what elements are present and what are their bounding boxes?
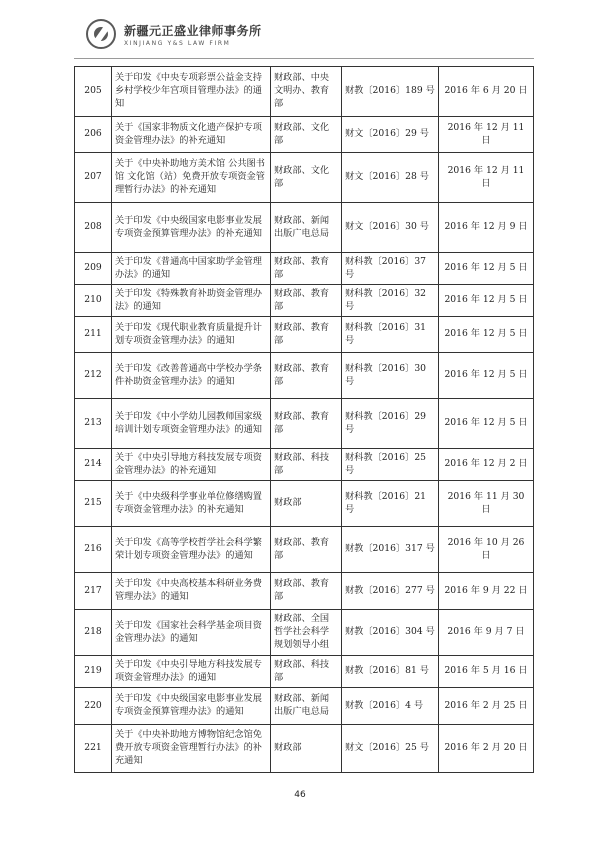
issue-date: 2016 年 12 月 5 日 <box>439 253 534 285</box>
brand <box>124 22 262 47</box>
table-row <box>75 725 534 773</box>
table-row <box>75 285 534 317</box>
issuing-department: 财政部 <box>271 725 342 773</box>
table-row <box>75 481 534 527</box>
document-number: 财科教〔2016〕25 号 <box>342 449 439 481</box>
document-title: 关于印发《特殊教育补助资金管理办法》的通知 <box>112 285 271 317</box>
document-title: 关于《中央级科学事业单位修缮购置专项资金管理办法》的补充通知 <box>112 481 271 527</box>
page-header <box>86 14 262 54</box>
issuing-department: 财政部、中央文明办、教育部 <box>271 67 342 117</box>
document-title: 关于《中央补助地方博物馆纪念馆免费开放专项资金管理暂行办法》的补充通知 <box>112 725 271 773</box>
issue-date: 2016 年 12 月 2 日 <box>439 449 534 481</box>
table-row <box>75 117 534 153</box>
row-number: 209 <box>75 253 112 285</box>
document-number: 财科教〔2016〕29 号 <box>342 399 439 449</box>
table-row <box>75 449 534 481</box>
issuing-department: 财政部、文化部 <box>271 153 342 203</box>
issuing-department: 财政部、教育部 <box>271 573 342 610</box>
document-title: 关于《中央补助地方美术馆 公共图书馆 文化馆（站）免费开放专项资金管理暂行办法》的补充通知 <box>112 153 271 203</box>
issue-date: 2016 年 12 月 5 日 <box>439 317 534 353</box>
document-number: 财科教〔2016〕21 号 <box>342 481 439 527</box>
issuing-department: 财政部、教育部 <box>271 353 342 399</box>
document-number: 财科教〔2016〕37 号 <box>342 253 439 285</box>
row-number: 220 <box>75 688 112 725</box>
issue-date: 2016 年 12 月 11 日 <box>439 117 534 153</box>
issuing-department: 财政部、全国哲学社会科学规划领导小组 <box>271 610 342 656</box>
row-number: 210 <box>75 285 112 317</box>
documents-table <box>74 66 534 773</box>
row-number: 217 <box>75 573 112 610</box>
issuing-department: 财政部、新闻出版广电总局 <box>271 203 342 253</box>
issue-date: 2016 年 12 月 9 日 <box>439 203 534 253</box>
row-number: 221 <box>75 725 112 773</box>
document-title: 关于印发《现代职业教育质量提升计划专项资金管理办法》的通知 <box>112 317 271 353</box>
table-row <box>75 253 534 285</box>
document-number: 财教〔2016〕189 号 <box>342 67 439 117</box>
row-number: 214 <box>75 449 112 481</box>
row-number: 205 <box>75 67 112 117</box>
issue-date: 2016 年 12 月 11 日 <box>439 153 534 203</box>
issuing-department: 财政部、教育部 <box>271 253 342 285</box>
row-number: 213 <box>75 399 112 449</box>
document-title: 关于印发《中央高校基本科研业务费管理办法》的通知 <box>112 573 271 610</box>
issue-date: 2016 年 2 月 20 日 <box>439 725 534 773</box>
table-row <box>75 527 534 573</box>
document-number: 财文〔2016〕30 号 <box>342 203 439 253</box>
issuing-department: 财政部 <box>271 481 342 527</box>
document-title: 关于印发《中央级国家电影事业发展专项资金预算管理办法》的通知 <box>112 688 271 725</box>
row-number: 208 <box>75 203 112 253</box>
document-number: 财科教〔2016〕32 号 <box>342 285 439 317</box>
table-row <box>75 656 534 688</box>
issuing-department: 财政部、科技部 <box>271 656 342 688</box>
issuing-department: 财政部、教育部 <box>271 285 342 317</box>
document-title: 关于印发《普通高中国家助学金管理办法》的通知 <box>112 253 271 285</box>
document-number: 财文〔2016〕29 号 <box>342 117 439 153</box>
document-title: 关于《国家非物质文化遗产保护专项资金管理办法》的补充通知 <box>112 117 271 153</box>
document-title: 关于印发《中央引导地方科技发展专项资金管理办法》的通知 <box>112 656 271 688</box>
document-number: 财教〔2016〕277 号 <box>342 573 439 610</box>
table-row <box>75 67 534 117</box>
row-number: 215 <box>75 481 112 527</box>
document-number: 财教〔2016〕317 号 <box>342 527 439 573</box>
document-number: 财教〔2016〕4 号 <box>342 688 439 725</box>
issue-date: 2016 年 12 月 5 日 <box>439 353 534 399</box>
header-divider <box>74 58 534 59</box>
issuing-department: 财政部、教育部 <box>271 527 342 573</box>
issue-date: 2016 年 9 月 22 日 <box>439 573 534 610</box>
issuing-department: 财政部、教育部 <box>271 399 342 449</box>
issuing-department: 财政部、文化部 <box>271 117 342 153</box>
row-number: 206 <box>75 117 112 153</box>
document-number: 财教〔2016〕304 号 <box>342 610 439 656</box>
document-title: 关于印发《改善普通高中学校办学条件补助资金管理办法》的通知 <box>112 353 271 399</box>
issue-date: 2016 年 9 月 7 日 <box>439 610 534 656</box>
document-title: 关于印发《国家社会科学基金项目资金管理办法》的通知 <box>112 610 271 656</box>
firm-logo-icon <box>86 19 116 49</box>
issue-date: 2016 年 2 月 25 日 <box>439 688 534 725</box>
row-number: 207 <box>75 153 112 203</box>
issue-date: 2016 年 12 月 5 日 <box>439 285 534 317</box>
document-title: 关于《中央引导地方科技发展专项资金管理办法》的补充通知 <box>112 449 271 481</box>
table-row <box>75 153 534 203</box>
issue-date: 2016 年 6 月 20 日 <box>439 67 534 117</box>
brand-name-cn: 新疆元正盛业律师事务所 <box>124 23 262 38</box>
document-number: 财教〔2016〕81 号 <box>342 656 439 688</box>
row-number: 219 <box>75 656 112 688</box>
row-number: 218 <box>75 610 112 656</box>
document-number: 财科教〔2016〕30 号 <box>342 353 439 399</box>
document-title: 关于印发《中小学幼儿园教师国家级培训计划专项资金管理办法》的通知 <box>112 399 271 449</box>
document-number: 财文〔2016〕28 号 <box>342 153 439 203</box>
table-row <box>75 317 534 353</box>
document-title: 关于印发《高等学校哲学社会科学繁荣计划专项资金管理办法》的通知 <box>112 527 271 573</box>
issuing-department: 财政部、新闻出版广电总局 <box>271 688 342 725</box>
issuing-department: 财政部、科技部 <box>271 449 342 481</box>
row-number: 212 <box>75 353 112 399</box>
table-row <box>75 399 534 449</box>
row-number: 211 <box>75 317 112 353</box>
table-row <box>75 610 534 656</box>
issue-date: 2016 年 10 月 26 日 <box>439 527 534 573</box>
table-row <box>75 573 534 610</box>
row-number: 216 <box>75 527 112 573</box>
document-title: 关于印发《中央专项彩票公益金支持乡村学校少年宫项目管理办法》的通知 <box>112 67 271 117</box>
page-number: 46 <box>294 790 306 800</box>
brand-name-en: XINJIANG Y&S LAW FIRM <box>124 39 231 47</box>
table-row <box>75 688 534 725</box>
table-row <box>75 203 534 253</box>
table-row <box>75 353 534 399</box>
issuing-department: 财政部、教育部 <box>271 317 342 353</box>
issue-date: 2016 年 11 月 30 日 <box>439 481 534 527</box>
document-number: 财文〔2016〕25 号 <box>342 725 439 773</box>
issue-date: 2016 年 5 月 16 日 <box>439 656 534 688</box>
issue-date: 2016 年 12 月 5 日 <box>439 399 534 449</box>
document-number: 财科教〔2016〕31 号 <box>342 317 439 353</box>
document-title: 关于印发《中央级国家电影事业发展专项资金预算管理办法》的补充通知 <box>112 203 271 253</box>
